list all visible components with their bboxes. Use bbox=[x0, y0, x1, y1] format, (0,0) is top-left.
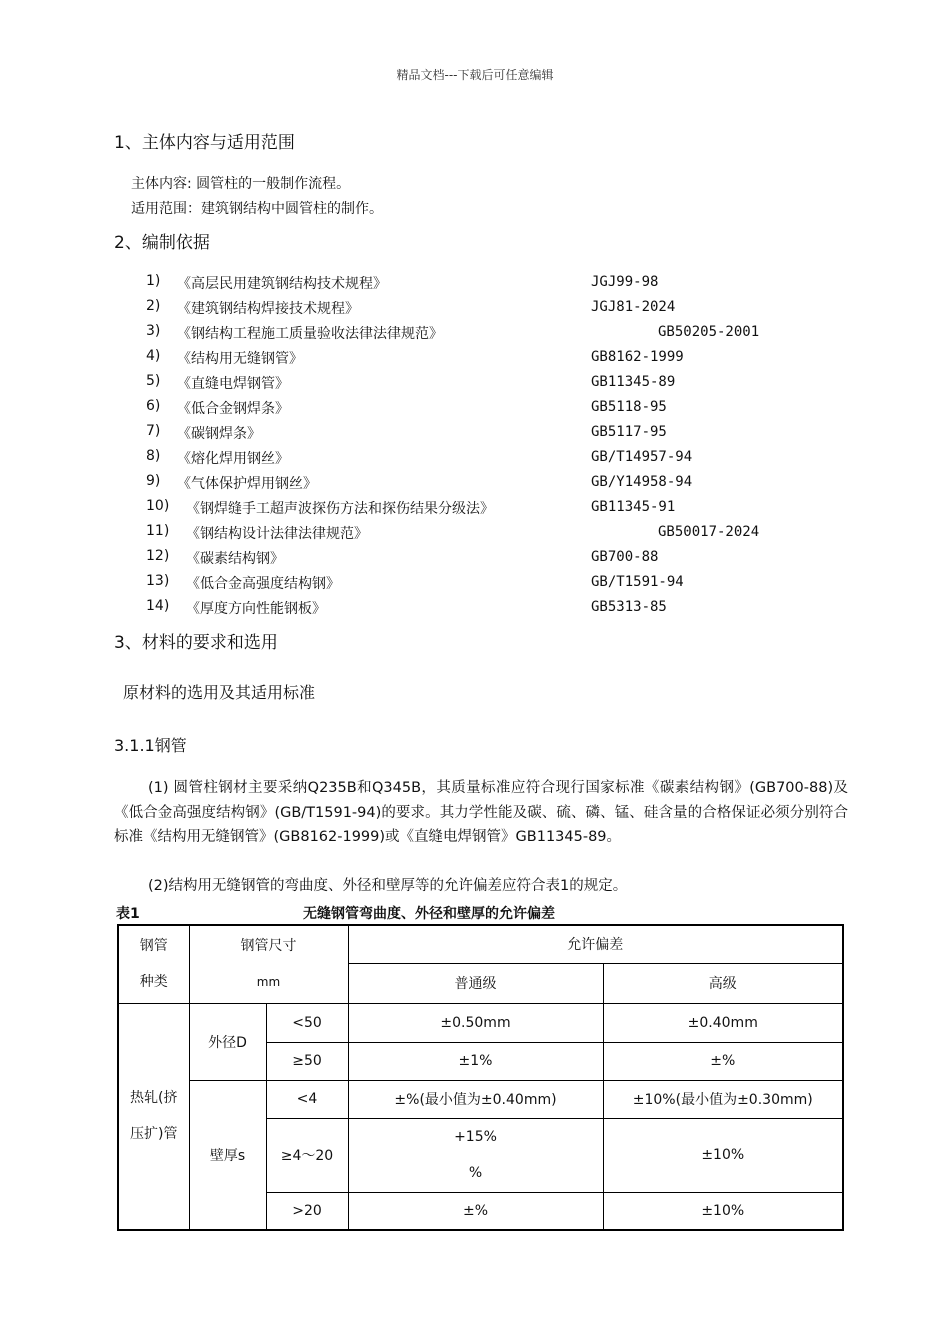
reference-code: GB700-88 bbox=[591, 549, 659, 565]
reference-code: GB11345-89 bbox=[591, 374, 676, 390]
header-high-grade: 高级 bbox=[603, 963, 843, 1003]
section-3-subtitle: 原材料的选用及其适用标准 bbox=[123, 683, 316, 702]
reference-title: 《厚度方向性能钢板》 bbox=[186, 601, 326, 617]
reference-title: 《钢结构设计法律法律规范》 bbox=[186, 526, 368, 542]
reference-code: GB8162-1999 bbox=[591, 349, 684, 365]
reference-title: 《碳素结构钢》 bbox=[186, 551, 284, 567]
section-1-title: 1、主体内容与适用范围 bbox=[114, 133, 295, 153]
reference-code: JGJ81-2024 bbox=[591, 299, 676, 315]
table-label: 表1 bbox=[116, 906, 140, 922]
range-cell: <50 bbox=[266, 1003, 348, 1042]
reference-code: GB/T14957-94 bbox=[591, 449, 693, 465]
reference-number: 6) bbox=[146, 398, 161, 414]
normal-tolerance-cell: ±0.50mm bbox=[348, 1003, 603, 1042]
reference-code: GB/Y14958-94 bbox=[591, 474, 693, 490]
high-tolerance-cell: ±0.40mm bbox=[603, 1003, 843, 1042]
reference-title: 《建筑钢结构焊接技术规程》 bbox=[177, 301, 359, 317]
normal-tolerance-cell bbox=[348, 1118, 603, 1192]
reference-title: 《气体保护焊用钢丝》 bbox=[177, 476, 317, 492]
header-pipe-type-line2: 种类 bbox=[139, 974, 168, 991]
normal-tolerance-cell: ±1% bbox=[348, 1042, 603, 1080]
table-header-row bbox=[118, 925, 843, 963]
reference-title: 《结构用无缝钢管》 bbox=[177, 351, 303, 367]
table-row bbox=[118, 1080, 843, 1118]
high-tolerance-cell: ±10% bbox=[603, 1192, 843, 1230]
header-tolerance: 允许偏差 bbox=[348, 925, 843, 963]
reference-title: 《钢结构工程施工质量验收法律法律规范》 bbox=[177, 326, 443, 342]
table-caption: 无缝钢管弯曲度、外径和壁厚的允许偏差 bbox=[303, 906, 555, 922]
reference-number: 12) bbox=[146, 548, 170, 564]
reference-number: 11) bbox=[146, 523, 170, 539]
header-normal-grade: 普通级 bbox=[348, 963, 603, 1003]
reference-number: 1) bbox=[146, 273, 161, 289]
normal-tolerance-line1: +15% bbox=[454, 1129, 497, 1145]
high-tolerance-cell: ±% bbox=[603, 1042, 843, 1080]
high-tolerance-cell: ±10% bbox=[603, 1118, 843, 1192]
reference-title: 《低合金高强度结构钢》 bbox=[186, 576, 340, 592]
range-cell: ≥4～20 bbox=[266, 1118, 348, 1192]
reference-title: 《低合金钢焊条》 bbox=[177, 401, 289, 417]
reference-number: 13) bbox=[146, 573, 170, 589]
reference-number: 9) bbox=[146, 473, 161, 489]
header-pipe-size-line1: 钢管尺寸 bbox=[240, 938, 297, 955]
reference-title: 《熔化焊用钢丝》 bbox=[177, 451, 289, 467]
outer-diameter-label: 外径D bbox=[189, 1003, 266, 1080]
section-3-title: 3、材料的要求和选用 bbox=[114, 633, 278, 653]
reference-code: GB5118-95 bbox=[591, 399, 667, 415]
wall-thickness-label: 壁厚s bbox=[189, 1080, 266, 1230]
header-pipe-type bbox=[118, 925, 189, 1003]
range-cell: <4 bbox=[266, 1080, 348, 1118]
pipe-group-line2: 压扩)管 bbox=[130, 1126, 178, 1143]
paragraph-1: (1) 圆管柱钢材主要采纳Q235B和Q345B，其质量标准应符合现行国家标准《碳素结构钢》(GB700-88)及《低合金高强度结构钢》(GB/T1591-94)的要求。其力学性能及碳、硫、磷、锰、硅含量的合格保证必须分别符合标准《结构用无缝钢管》(GB8162-1999)或《直缝电焊钢管》GB11345-89。 bbox=[114, 780, 848, 845]
header-pipe-type-line1: 钢管 bbox=[139, 938, 168, 955]
reference-number: 3) bbox=[146, 323, 161, 339]
table-row bbox=[118, 1003, 843, 1042]
range-cell: ≥50 bbox=[266, 1042, 348, 1080]
normal-tolerance-line2: % bbox=[468, 1165, 483, 1181]
reference-number: 4) bbox=[146, 348, 161, 364]
reference-code: JGJ99-98 bbox=[591, 274, 659, 290]
scope-range-line: 适用范围：建筑钢结构中圆管柱的制作。 bbox=[131, 201, 383, 217]
pipe-group-line1: 热轧(挤 bbox=[130, 1090, 178, 1107]
tolerance-table bbox=[117, 924, 844, 1231]
normal-tolerance-cell: ±%(最小值为±0.40mm) bbox=[348, 1080, 603, 1118]
header-pipe-size bbox=[189, 925, 348, 1003]
reference-title: 《直缝电焊钢管》 bbox=[177, 376, 289, 392]
paragraph-2: (2)结构用无缝钢管的弯曲度、外径和壁厚等的允许偏差应符合表1的规定。 bbox=[148, 878, 628, 894]
reference-number: 5) bbox=[146, 373, 161, 389]
reference-number: 14) bbox=[146, 598, 170, 614]
range-cell: >20 bbox=[266, 1192, 348, 1230]
reference-title: 《高层民用建筑钢结构技术规程》 bbox=[177, 276, 387, 292]
reference-code: GB5313-85 bbox=[591, 599, 667, 615]
header-pipe-size-unit: mm bbox=[256, 975, 281, 990]
reference-code: GB11345-91 bbox=[591, 499, 676, 515]
reference-number: 10) bbox=[146, 498, 170, 514]
reference-title: 《钢焊缝手工超声波探伤方法和探伤结果分级法》 bbox=[186, 501, 494, 517]
high-tolerance-cell: ±10%(最小值为±0.30mm) bbox=[603, 1080, 843, 1118]
scope-content-line: 主体内容: 圆管柱的一般制作流程。 bbox=[131, 176, 351, 192]
page-header: 精品文档---下载后可任意编辑 bbox=[396, 68, 554, 82]
reference-number: 2) bbox=[146, 298, 161, 314]
section-3-1-1-title: 3.1.1钢管 bbox=[114, 736, 187, 755]
pipe-group-cell bbox=[118, 1003, 189, 1230]
section-2-title: 2、编制依据 bbox=[114, 233, 210, 253]
reference-number: 8) bbox=[146, 448, 161, 464]
reference-number: 7) bbox=[146, 423, 161, 439]
reference-title: 《碳钢焊条》 bbox=[177, 426, 261, 442]
reference-code: GB50205-2001 bbox=[658, 324, 760, 340]
reference-code: GB5117-95 bbox=[591, 424, 667, 440]
reference-code: GB50017-2024 bbox=[658, 524, 760, 540]
reference-code: GB/T1591-94 bbox=[591, 574, 684, 590]
normal-tolerance-cell: ±% bbox=[348, 1192, 603, 1230]
